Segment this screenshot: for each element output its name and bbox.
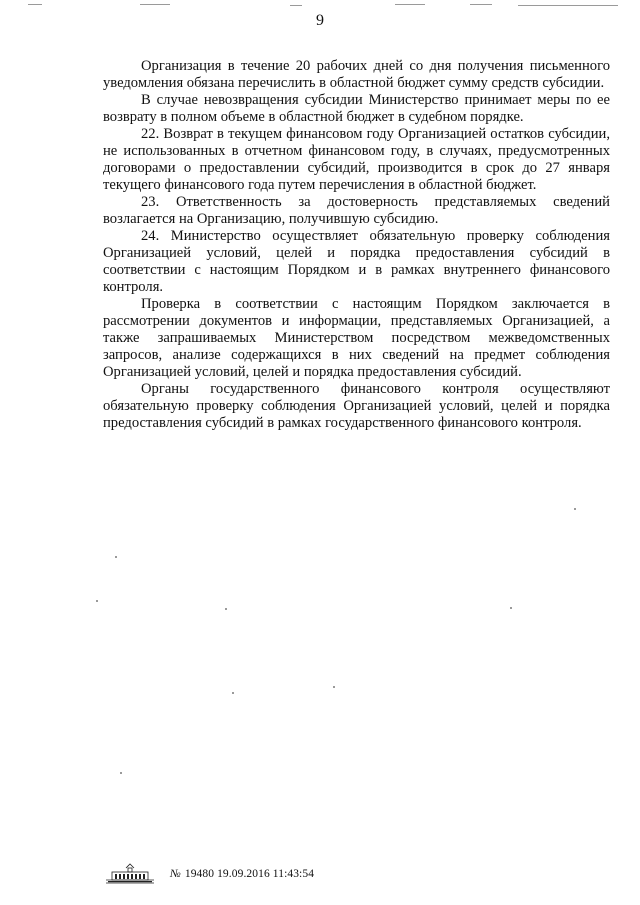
registration-footer (104, 862, 314, 886)
paragraph-refund-notice: Организация в течение 20 рабочих дней со дня получения письменного уведомления обязана перечислить в областной бюджет сумму средств субсидии. (103, 58, 610, 91)
building-emblem-icon (104, 862, 156, 886)
paragraph-clause-23: 23. Ответственность за достоверность представляемых сведений возлагается на Организацию, получившую субсидию. (103, 194, 610, 227)
paragraph-verification: Проверка в соответствии с настоящим Порядком заключается в рассмотрении документов и информации, представляемых Организацией, а также запрашиваемых Министерством посредством межведомственных запросов, анализе содержащихся в них сведений на предмет соблюдения Организацией условий, целей и порядка предоставления субсидий. (103, 296, 610, 380)
registration-number-sign: № (170, 868, 181, 880)
paragraph-clause-22: 22. Возврат в текущем финансовом году Организацией остатков субсидии, не использованных в отчетном финансовом году, в случаях, предусмотренных договорами о предоставлении субсидий, производится в срок до 27 января текущего финансового года путем перечисления в областной бюджет. (103, 126, 610, 193)
registration-stamp: 19480 19.09.2016 11:43:54 (184, 868, 315, 880)
page-number: 9 (316, 12, 324, 29)
paragraph-state-control: Органы государственного финансового контроля осуществляют обязательную проверку соблюдения Организацией условий, целей и порядка предоставления субсидий в рамках государственного финансового контроля. (103, 381, 610, 431)
paragraph-court-recovery: В случае невозвращения субсидии Министерство принимает меры по ее возврату в полном объеме в областной бюджет в судебном порядке. (103, 92, 610, 125)
paragraph-clause-24: 24. Министерство осуществляет обязательную проверку соблюдения Организацией условий, целей и порядка предоставления субсидий в соответствии с настоящим Порядком и в рамках внутреннего финансового контроля. (103, 228, 610, 295)
document-body (103, 58, 610, 432)
